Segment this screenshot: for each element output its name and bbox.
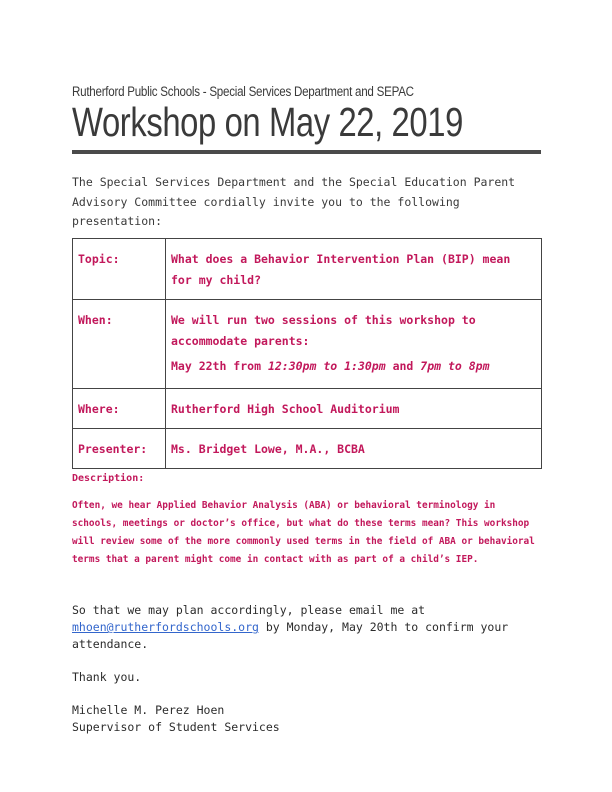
presenter-label: Presenter: — [73, 429, 166, 469]
header-subtitle: Rutherford Public Schools - Special Services Department and SEPAC — [72, 84, 414, 99]
workshop-details-table — [72, 238, 542, 469]
intro-paragraph: The Special Services Department and the Special Education Parent Advisory Committee cordially invite you to the following presentation: — [72, 175, 516, 229]
signature-name: Michelle M. Perez Hoen — [72, 703, 225, 717]
email-link[interactable]: mhoen@rutherfordschools.org — [72, 620, 259, 634]
when-and: and — [385, 359, 421, 373]
where-label: Where: — [73, 389, 166, 429]
presenter-value: Ms. Bridget Lowe, M.A., BCBA — [166, 429, 542, 469]
when-label: When: — [73, 300, 166, 389]
page-title: Workshop on May 22, 2019 — [72, 99, 463, 145]
rsvp-paragraph — [72, 602, 542, 653]
description-text: Often, we hear Applied Behavior Analysis (ABA) or behavioral terminology in schools, meetings or doctor’s office, but what do these terms mean? This workshop will review some of the more commonly used terms in the field of ABA or behavioral terms that a parent might come in contact with as part of a child’s IEP. — [72, 500, 535, 565]
description-label: Description: — [72, 473, 145, 484]
when-time-1: 12:30pm to 1:30pm — [267, 359, 386, 373]
topic-label: Topic: — [73, 239, 166, 300]
table-row-when — [73, 300, 542, 389]
closing-text: Thank you. — [72, 670, 142, 684]
when-date: May 22th from — [171, 359, 268, 373]
when-time-2: 7pm to 8pm — [420, 359, 490, 373]
rsvp-text-before: So that we may plan accordingly, please email me at — [72, 603, 426, 617]
table-row-where — [73, 389, 542, 429]
signature-role: Supervisor of Student Services — [72, 720, 280, 734]
table-row-presenter — [73, 429, 542, 469]
title-divider — [72, 150, 541, 154]
rsvp-text-after: by Monday, May 20th to confirm your attendance. — [72, 620, 509, 651]
when-value — [166, 300, 542, 389]
when-schedule — [171, 356, 535, 377]
table-row-topic — [73, 239, 542, 300]
signature-block — [72, 702, 280, 736]
where-value: Rutherford High School Auditorium — [166, 389, 542, 429]
topic-value: What does a Behavior Intervention Plan (BIP) mean for my child? — [166, 239, 542, 300]
when-sessions-text: We will run two sessions of this workshop to accommodate parents: — [171, 313, 476, 348]
